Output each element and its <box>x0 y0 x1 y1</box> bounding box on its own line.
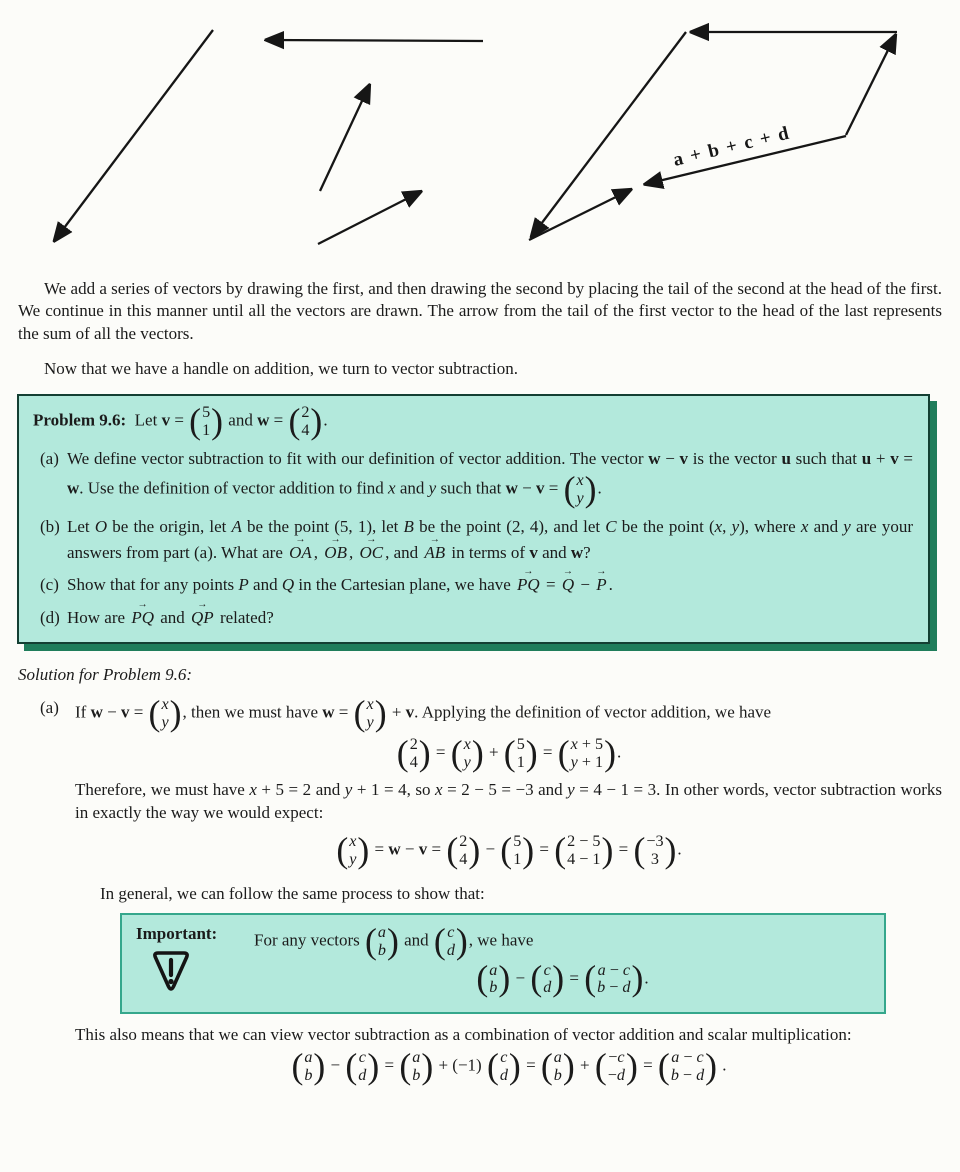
column-vector: ( 2 4 ) <box>288 400 323 441</box>
problem-part-a <box>31 446 916 507</box>
solution-part-a <box>40 693 942 734</box>
vector-arrow-notation: → OA <box>287 540 314 566</box>
important-box <box>120 913 886 1014</box>
column-vector: ( c d ) <box>345 1045 380 1086</box>
important-label: Important: <box>136 923 218 943</box>
warning-exclamation-icon <box>150 948 192 994</box>
column-vector: ( x y ) <box>450 732 484 773</box>
column-vector: ( 5 1 ) <box>503 732 538 773</box>
column-vector: ( a b ) <box>476 958 511 999</box>
problem-header: Problem 9.6: Let v = ( 5 1 ) and w = ( 2 4 ) . <box>33 400 328 441</box>
column-vector: ( x + 5 y + 1 ) <box>557 732 616 773</box>
part-label: (d) <box>40 607 60 627</box>
important-equation: ( a b ) − ( c d ) = ( a − c b − d ) . <box>476 958 649 999</box>
in-general-line: In general, we can follow the same process to show that: <box>100 883 485 903</box>
vector-d <box>318 192 420 244</box>
column-vector: ( x y ) <box>353 693 387 734</box>
vector-b <box>267 40 483 41</box>
column-vector: ( c d ) <box>530 958 565 999</box>
column-vector: ( −3 3 ) <box>633 830 677 871</box>
column-vector: ( x y ) <box>336 830 370 871</box>
column-vector: ( a b ) <box>291 1045 326 1086</box>
solution-title: Solution for Problem 9.6: <box>18 665 193 685</box>
equation-3: ( a b ) − ( c d ) = ( a b ) + (−1) ( c d ) = ( a b ) + ( −c −d ) = ( a − c b − d ) . <box>291 1045 727 1086</box>
column-vector: ( a b ) <box>540 1045 575 1086</box>
column-vector: ( a − c b − d ) <box>657 1045 718 1086</box>
vector-arrow-notation: → P <box>594 572 608 598</box>
part-text: Show that for any points P and Q in the Cartesian plane, we have → PQ = → Q − → P . <box>67 572 916 598</box>
vector-arrow-notation: → PQ <box>129 605 156 631</box>
solution-part-a-text: If w − v = ( x y ) , then we must have w = ( x y ) + v. Applying the definition of vector addition, we have <box>75 693 772 734</box>
vector-c <box>320 86 369 191</box>
vector-arrow-notation: → PQ <box>515 572 542 598</box>
vector-arrow-notation: → OB <box>322 540 349 566</box>
part-label: (a) <box>40 698 59 718</box>
column-vector: ( a b ) <box>365 920 399 961</box>
problem-part-b <box>31 514 916 565</box>
problem-part-c <box>31 572 916 598</box>
column-vector: ( 2 4 ) <box>396 732 431 773</box>
part-text: Let O be the origin, let A be the point (5, 1), let B be the point (2, 4), and let C be the point (x, y), where x and y are your answers from part (a). What are → OA , → OB , → OC , and → AB in terms of v and w? <box>67 514 916 565</box>
part-label: (a) <box>40 449 59 469</box>
chain-vector-4 <box>529 190 630 240</box>
chain-vector-3 <box>532 32 686 236</box>
vector-addition-figure <box>0 0 960 262</box>
vector-arrow-notation: → Q <box>560 572 576 598</box>
problem-9-6-box <box>17 394 930 645</box>
important-intro: For any vectors ( a b ) and ( c d ) , we have <box>254 920 534 961</box>
part-text: How are → PQ and → QP related? <box>67 605 916 631</box>
column-vector: ( −c −d ) <box>594 1045 638 1086</box>
column-vector: ( x y ) <box>563 468 597 509</box>
column-vector: ( a b ) <box>399 1045 434 1086</box>
problem-part-d <box>31 605 916 631</box>
column-vector: ( 2 − 5 4 − 1 ) <box>554 830 614 871</box>
vector-arrow-notation: → OC <box>357 540 385 566</box>
important-label-column <box>136 924 254 999</box>
intro-paragraph-1: We add a series of vectors by drawing the first, and then drawing the second by placing the tail of the second at the head of the first. We continue in this manner until all the vectors are drawn. The arrow from the tail of the first vector to the head of the last represents the sum of all the vectors. <box>18 279 942 343</box>
column-vector: ( c d ) <box>433 920 468 961</box>
part-label: (b) <box>40 517 60 537</box>
column-vector: ( x y ) <box>148 693 182 734</box>
intro-paragraph-2: Now that we have a handle on addition, we turn to vector subtraction. <box>44 359 518 379</box>
important-content <box>254 920 870 999</box>
part-label: (c) <box>40 575 59 595</box>
column-vector: ( 5 1 ) <box>189 400 224 441</box>
column-vector: ( 2 4 ) <box>446 830 481 871</box>
column-vector: ( a − c b − d ) <box>584 958 644 999</box>
sum-vector-label: a + b + c + d <box>671 122 793 171</box>
column-vector: ( 5 1 ) <box>500 830 535 871</box>
column-vector: ( c d ) <box>486 1045 521 1086</box>
part-text: We define vector subtraction to fit with our definition of vector addition. The vector w − v is the vector u such that u + v = w. Use the definition of vector addition to find x and y such that w − v = ( x y ) . <box>67 449 913 509</box>
closing-paragraph: This also means that we can view vector subtraction as a combination of vector addition and scalar multiplication: <box>75 1024 852 1044</box>
equation-2: ( x y ) = w − v = ( 2 4 ) − ( 5 1 ) = ( 2 − 5 4 − 1 ) = ( −3 3 ) . <box>336 830 682 871</box>
chain-vector-1 <box>846 36 895 135</box>
therefore-paragraph: Therefore, we must have x + 5 = 2 and y + 1 = 4, so x = 2 − 5 = −3 and y = 4 − 1 = 3. In other words, vector subtraction works in exactly the way we would expect: <box>75 780 942 823</box>
vector-a <box>55 30 213 240</box>
equation-1: ( 2 4 ) = ( x y ) + ( 5 1 ) = ( x + 5 y + 1 ) . <box>396 732 622 773</box>
vector-arrow-notation: → AB <box>422 540 447 566</box>
vector-arrow-notation: → QP <box>189 605 216 631</box>
